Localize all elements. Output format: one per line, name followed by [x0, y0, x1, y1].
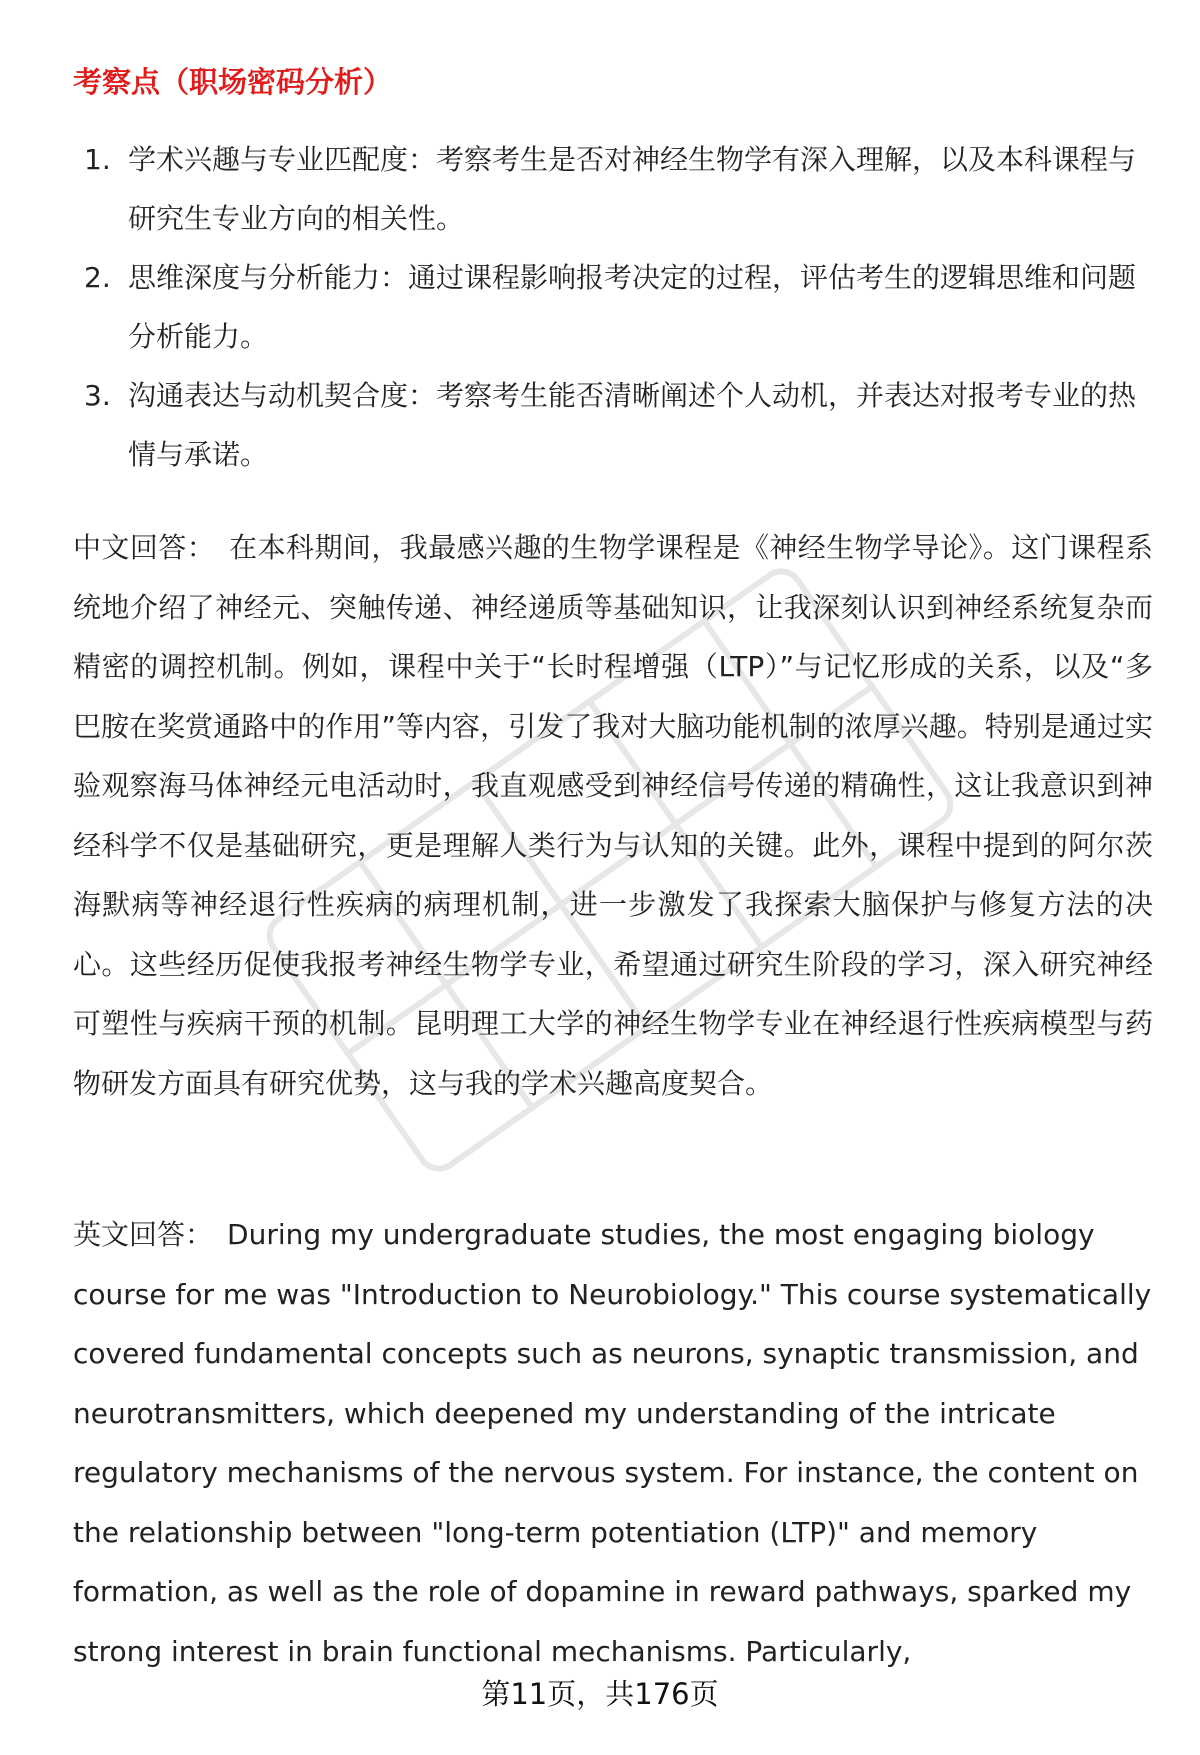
- chinese-answer-paragraph: [73, 518, 1153, 1113]
- examination-points-list: [84, 130, 1144, 484]
- list-item-number: 2.: [84, 261, 111, 294]
- list-item-text: 学术兴趣与专业匹配度：考察考生是否对神经生物学有深入理解，以及本科课程与研究生专业方向的相关性。: [128, 143, 1137, 235]
- english-answer-label: 英文回答：: [73, 1218, 214, 1251]
- english-answer-paragraph: [73, 1205, 1158, 1668]
- chinese-answer-label: 中文回答：: [73, 531, 216, 564]
- list-item: [84, 130, 1144, 248]
- section-title: 考察点（职场密码分析）: [73, 65, 393, 99]
- list-item-text: 沟通表达与动机契合度：考察考生能否清晰阐述个人动机，并表达对报考专业的热情与承诺。: [128, 379, 1137, 471]
- list-item: [84, 248, 1144, 366]
- list-item: [84, 366, 1144, 484]
- english-answer-text: During my undergraduate studies, the most engaging biology course for me was "Introduction to Neurobiology." This course systematically covered fundamental concepts such as neurons, synaptic transmission, and neurotransmitters, which deepened my understanding of the intricate regulatory mechanisms of the nervous system. For instance, the content on the relationship between "long-term potentiation (LTP)" and memory formation, as well as the role of dopamine in reward pathways, sparked my strong interest in brain functional mechanisms. Particularly,: [73, 1218, 1152, 1668]
- chinese-answer-text: 在本科期间，我最感兴趣的生物学课程是《神经生物学导论》。这门课程系统地介绍了神经元、突触传递、神经递质等基础知识，让我深刻认识到神经系统复杂而精密的调控机制。例如，课程中关于“长时程增强（LTP）”与记忆形成的关系，以及“多巴胺在奖赏通路中的作用”等内容，引发了我对大脑功能机制的浓厚兴趣。特别是通过实验观察海马体神经元电活动时，我直观感受到神经信号传递的精确性，这让我意识到神经科学不仅是基础研究，更是理解人类行为与认知的关键。此外，课程中提到的阿尔茨海默病等神经退行性疾病的病理机制，进一步激发了我探索大脑保护与修复方法的决心。这些经历促使我报考神经生物学专业，希望通过研究生阶段的学习，深入研究神经可塑性与疾病干预的机制。昆明理工大学的神经生物学专业在神经退行性疾病模型与药物研发方面具有研究优势，这与我的学术兴趣高度契合。: [73, 531, 1153, 1100]
- list-item-text: 思维深度与分析能力：通过课程影响报考决定的过程，评估考生的逻辑思维和问题分析能力。: [128, 261, 1137, 353]
- page-number-footer: 第11页，共176页: [481, 1677, 719, 1711]
- list-item-number: 1.: [84, 143, 111, 176]
- list-item-number: 3.: [84, 379, 111, 412]
